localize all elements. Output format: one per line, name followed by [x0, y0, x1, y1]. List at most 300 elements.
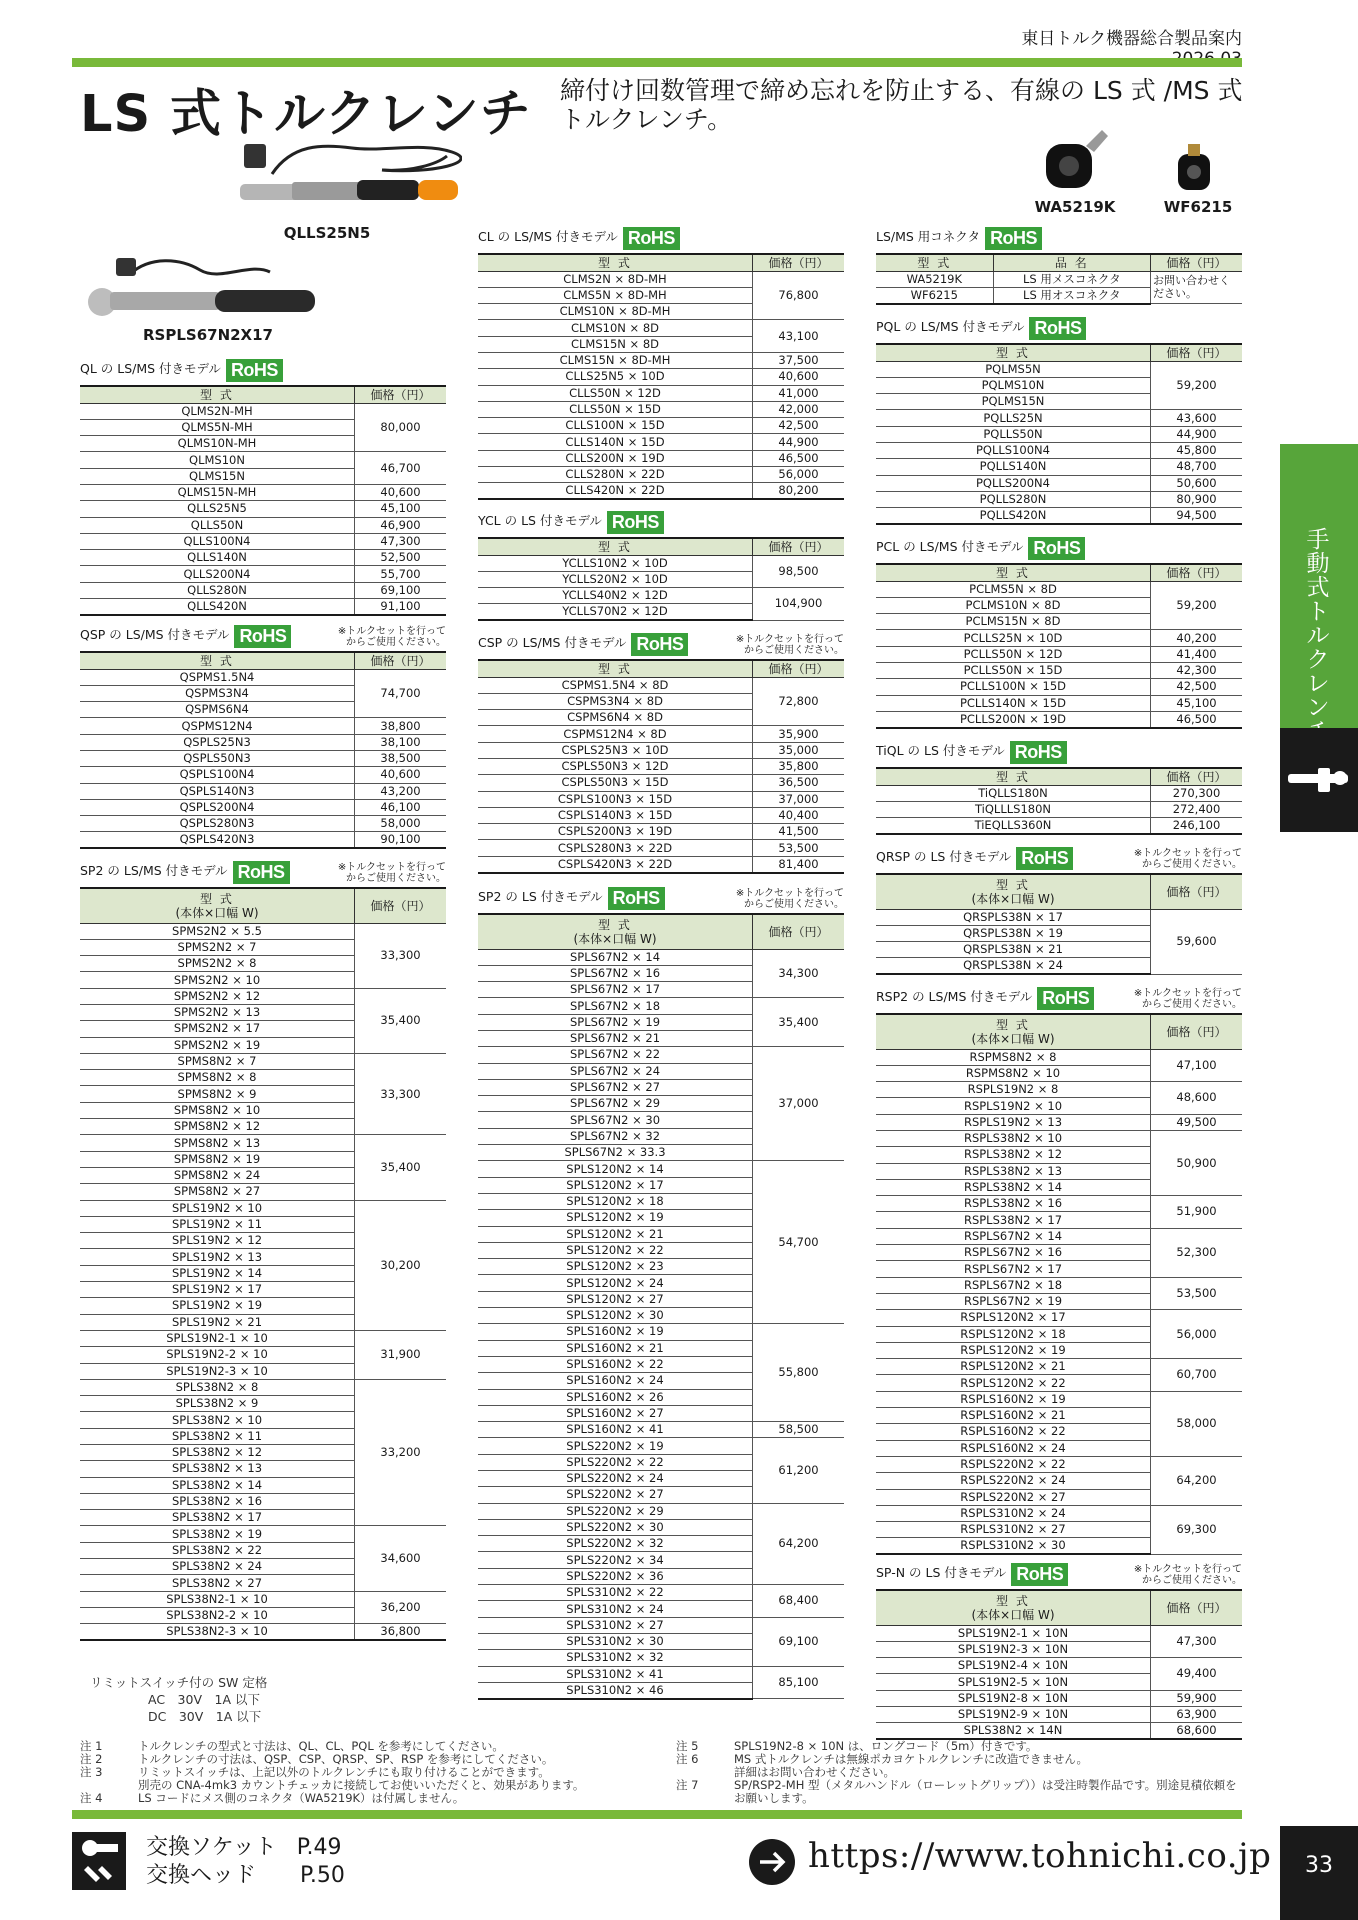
table-row — [478, 588, 844, 604]
model-cell: PQLLS100N4 — [876, 442, 1151, 458]
model-cell: TiQLLS180N — [876, 785, 1151, 801]
ql-section — [80, 356, 446, 616]
price-cell: 37,500 — [753, 352, 845, 368]
model-cell: SPLS310N2 × 22 — [478, 1585, 753, 1601]
model-cell: SPLS160N2 × 27 — [478, 1405, 753, 1421]
model-cell: RSPLS67N2 × 17 — [876, 1261, 1151, 1277]
model-header-text: 型 式 — [200, 387, 234, 402]
price-cell: 44,900 — [1151, 426, 1243, 442]
model-header-sub: (本体×口幅 W) — [573, 931, 657, 946]
socket-link[interactable] — [146, 1834, 345, 1862]
model-cell: SPLS19N2 × 19 — [80, 1298, 355, 1314]
table-row — [80, 533, 446, 549]
price-cell: 46,700 — [355, 452, 447, 485]
table-row — [478, 1047, 844, 1063]
model-cell: SPLS67N2 × 24 — [478, 1063, 753, 1079]
model-cell: SPLS160N2 × 21 — [478, 1340, 753, 1356]
note-text: SPLS19N2-8 × 10N は、ロングコード（5m）付きです。 — [734, 1739, 1038, 1753]
table-header-row — [876, 565, 1242, 581]
price-cell: 94,500 — [1151, 508, 1243, 525]
price-cell: 46,900 — [355, 517, 447, 533]
model-cell: RSPLS120N2 × 17 — [876, 1310, 1151, 1326]
model-cell: CLLS140N × 15D — [478, 434, 753, 450]
table-row — [478, 726, 844, 742]
table-row — [80, 750, 446, 766]
price-cell: 42,300 — [1151, 662, 1243, 678]
side-tab-wrench-icon — [1280, 728, 1358, 832]
price-cell: 68,400 — [753, 1585, 845, 1618]
section-header — [876, 224, 1242, 255]
model-cell: SPLS120N2 × 23 — [478, 1259, 753, 1275]
tiql-section — [876, 738, 1242, 835]
table-row — [876, 630, 1242, 646]
model-cell: RSPMS8N2 × 8 — [876, 1049, 1151, 1065]
price-cell: 80,000 — [355, 403, 447, 452]
head-link[interactable] — [146, 1862, 345, 1890]
model-cell: SPMS8N2 × 13 — [80, 1135, 355, 1151]
model-cell: RSPLS160N2 × 19 — [876, 1391, 1151, 1407]
model-cell: SPLS160N2 × 22 — [478, 1356, 753, 1372]
table-row — [80, 767, 446, 783]
price-cell: 47,300 — [355, 533, 447, 549]
rohs-badge: RoHS — [234, 625, 291, 648]
model-cell: SPLS19N2 × 12 — [80, 1233, 355, 1249]
section-header — [478, 508, 844, 539]
model-cell: QSPMS3N4 — [80, 685, 355, 701]
price-cell: 56,000 — [753, 467, 845, 483]
model-cell: SPLS38N2 × 22 — [80, 1542, 355, 1558]
table-row — [876, 662, 1242, 678]
switch-rating-ac: AC 30V 1A 以下 — [148, 1692, 260, 1707]
note-number: 注 2 — [80, 1752, 103, 1766]
model-cell: CSPLS100N3 × 15D — [478, 791, 753, 807]
section-header — [80, 858, 446, 889]
price-cell: 69,100 — [355, 582, 447, 598]
model-cell: RSPLS67N2 × 18 — [876, 1277, 1151, 1293]
connector-section — [876, 224, 1242, 305]
model-cell: CLMS10N × 8D — [478, 320, 753, 336]
model-cell: RSPLS67N2 × 16 — [876, 1245, 1151, 1261]
model-header-text: 型 式 — [996, 1017, 1030, 1032]
model-cell: SPMS8N2 × 27 — [80, 1184, 355, 1200]
price-cell: 30,200 — [355, 1200, 447, 1330]
table-row — [876, 646, 1242, 662]
model-cell: SPMS8N2 × 9 — [80, 1086, 355, 1102]
model-cell: SPMS2N2 × 7 — [80, 939, 355, 955]
rohs-badge: RoHS — [623, 227, 680, 250]
model-cell: CSPLS25N3 × 10D — [478, 742, 753, 758]
table-row — [478, 1666, 844, 1682]
price-cell: 34,600 — [355, 1526, 447, 1591]
table-row — [876, 491, 1242, 507]
model-cell: PQLMS10N — [876, 377, 1151, 393]
torque-set-note: ※トルクセットを行って からご使用ください。 — [735, 888, 844, 910]
model-cell: SPMS8N2 × 7 — [80, 1053, 355, 1069]
table-header-row — [80, 387, 446, 403]
model-cell: CLMS15N × 8D-MH — [478, 352, 753, 368]
pql-section — [876, 314, 1242, 525]
price-header: 価格（円） — [1151, 345, 1243, 361]
model-cell: SPLS220N2 × 30 — [478, 1519, 753, 1535]
table-row — [80, 550, 446, 566]
model-cell: SPLS67N2 × 19 — [478, 1014, 753, 1030]
note-text: 詳細はお問い合わせください。 — [734, 1765, 895, 1779]
table-row — [478, 758, 844, 774]
model-cell: QLMS10N — [80, 452, 355, 468]
price-cell: 59,600 — [1151, 909, 1243, 974]
model-cell: CSPLS140N3 × 15D — [478, 807, 753, 823]
model-cell: SPMS8N2 × 8 — [80, 1070, 355, 1086]
section-header — [876, 314, 1242, 345]
model-header — [876, 565, 1151, 581]
notes-right — [676, 1740, 1246, 1805]
table-row — [876, 1130, 1242, 1146]
model-cell: CLLS200N × 19D — [478, 450, 753, 466]
price-cell: 36,800 — [355, 1624, 447, 1641]
model-cell: SPLS220N2 × 22 — [478, 1454, 753, 1470]
sp2-ls-section — [478, 884, 844, 1700]
price-cell: 50,900 — [1151, 1130, 1243, 1195]
table-header-row — [876, 1591, 1242, 1625]
table-row — [876, 410, 1242, 426]
price-cell: 45,100 — [355, 501, 447, 517]
table-header-row — [876, 255, 1242, 271]
model-header-text: 型 式 — [598, 255, 632, 270]
price-cell: 41,400 — [1151, 646, 1243, 662]
model-cell: PCLMS15N × 8D — [876, 614, 1151, 630]
price-cell: 55,800 — [753, 1324, 845, 1422]
model-cell: SPLS67N2 × 16 — [478, 965, 753, 981]
model-header-text: 型 式 — [598, 917, 632, 932]
name-cell: LS 用メスコネクタ — [993, 271, 1150, 287]
model-cell: CLLS280N × 22D — [478, 467, 753, 483]
table-row — [478, 1617, 844, 1633]
section-header — [876, 534, 1242, 565]
model-cell: SPLS38N2 × 16 — [80, 1493, 355, 1509]
model-cell: QSPLS140N3 — [80, 783, 355, 799]
model-cell: SPLS38N2 × 11 — [80, 1428, 355, 1444]
wa5219k-caption: WA5219K — [1034, 198, 1116, 216]
price-cell: 52,300 — [1151, 1228, 1243, 1277]
model-cell: QLLS100N4 — [80, 533, 355, 549]
table-row — [876, 1114, 1242, 1130]
model-cell: YCLLS40N2 × 12D — [478, 588, 753, 604]
table-row — [876, 1625, 1242, 1641]
table-row — [876, 1391, 1242, 1407]
note-number: 注 1 — [80, 1739, 103, 1753]
arrow-right-icon — [748, 1838, 796, 1886]
section-title — [876, 847, 1073, 870]
price-cell: 47,100 — [1151, 1049, 1243, 1082]
price-cell: 31,900 — [355, 1330, 447, 1379]
model-header — [876, 875, 1151, 909]
model-cell: SPLS19N2-1 × 10N — [876, 1625, 1151, 1641]
model-cell: QRSPLS38N × 21 — [876, 942, 1151, 958]
price-header: 価格（円） — [753, 661, 845, 677]
sp2-lsms-section — [80, 858, 446, 1641]
price-table — [876, 875, 1242, 975]
table-row — [80, 1379, 446, 1395]
section-title-text: QL の LS/MS 付きモデル — [80, 361, 221, 376]
model-cell: SPLS19N2 × 17 — [80, 1282, 355, 1298]
price-cell: 51,900 — [1151, 1196, 1243, 1229]
model-cell: SPLS38N2-2 × 10 — [80, 1607, 355, 1623]
table-row — [80, 517, 446, 533]
table-row — [478, 352, 844, 368]
price-table — [876, 345, 1242, 525]
model-cell: QLLS200N4 — [80, 566, 355, 582]
model-header-text: 型 式 — [996, 1593, 1030, 1608]
table-row — [80, 452, 446, 468]
price-table — [80, 387, 446, 616]
model-cell: SPLS120N2 × 30 — [478, 1308, 753, 1324]
price-cell: 40,600 — [355, 767, 447, 783]
rohs-badge: RoHS — [607, 511, 664, 534]
rohs-badge: RoHS — [985, 227, 1042, 250]
table-row — [478, 856, 844, 873]
model-cell: QLLS140N — [80, 550, 355, 566]
price-table — [80, 889, 446, 1641]
section-header — [876, 984, 1242, 1015]
table-header-row — [876, 345, 1242, 361]
model-cell: RSPLS310N2 × 30 — [876, 1538, 1151, 1555]
model-cell: CSPMS6N4 × 8D — [478, 710, 753, 726]
price-cell: 43,600 — [1151, 410, 1243, 426]
model-cell: QRSPLS38N × 19 — [876, 925, 1151, 941]
price-cell: 35,400 — [355, 988, 447, 1053]
model-header — [478, 915, 753, 949]
model-cell: PCLLS50N × 15D — [876, 662, 1151, 678]
model-cell: QSPLS280N3 — [80, 816, 355, 832]
model-cell: RSPLS120N2 × 21 — [876, 1359, 1151, 1375]
price-cell: 98,500 — [753, 555, 845, 588]
price-cell: 40,600 — [753, 369, 845, 385]
model-cell: QLMS15N — [80, 468, 355, 484]
model-cell: PQLLS50N — [876, 426, 1151, 442]
table-row — [876, 1456, 1242, 1472]
table-row — [478, 1161, 844, 1177]
torque-set-note: ※トルクセットを行って からご使用ください。 — [337, 626, 446, 648]
price-cell: 74,700 — [355, 669, 447, 718]
price-cell: 58,000 — [1151, 1391, 1243, 1456]
rsp2-section — [876, 984, 1242, 1555]
price-cell: 68,600 — [1151, 1723, 1243, 1740]
price-cell: 43,100 — [753, 320, 845, 353]
model-header-text: 型 式 — [200, 891, 234, 906]
price-cell: 53,500 — [1151, 1277, 1243, 1310]
model-cell: CSPLS420N3 × 22D — [478, 856, 753, 873]
note-text: リミットスイッチは、上記以外のトルクレンチにも取り付けることができます。 — [138, 1765, 550, 1779]
model-cell: PQLLS25N — [876, 410, 1151, 426]
price-header: 価格（円） — [753, 915, 845, 949]
table-row — [80, 1053, 446, 1069]
price-cell: 40,400 — [753, 807, 845, 823]
price-cell: 33,300 — [355, 1053, 447, 1134]
model-cell: SPLS120N2 × 24 — [478, 1275, 753, 1291]
section-title-text: SP2 の LS/MS 付きモデル — [80, 863, 228, 878]
table-row — [80, 923, 446, 939]
price-cell: 36,200 — [355, 1591, 447, 1624]
model-cell: SPLS19N2-3 × 10N — [876, 1641, 1151, 1657]
model-cell: PCLLS100N × 15D — [876, 679, 1151, 695]
rohs-badge: RoHS — [1037, 987, 1094, 1010]
table-row — [478, 418, 844, 434]
model-header — [478, 539, 753, 555]
table-header-row — [80, 653, 446, 669]
table-row — [478, 320, 844, 336]
bottom-links — [146, 1834, 345, 1890]
price-cell: 46,500 — [1151, 711, 1243, 728]
table-header-row — [876, 769, 1242, 785]
model-cell: CSPMS1.5N4 × 8D — [478, 677, 753, 693]
bottom-rule — [72, 1810, 1242, 1819]
note-text: トルクレンチの型式と寸法は、QL、CL、PQL を参考にしてください。 — [138, 1739, 504, 1753]
model-cell: SPLS38N2-1 × 10 — [80, 1591, 355, 1607]
price-header: 価格（円） — [1151, 1591, 1243, 1625]
section-header — [80, 356, 446, 387]
connector-table — [876, 255, 1242, 305]
model-cell: CLLS25N5 × 10D — [478, 369, 753, 385]
table-row — [478, 1585, 844, 1601]
model-cell: SPLS19N2-3 × 10 — [80, 1363, 355, 1379]
socket-link-label: 交換ソケット — [146, 1835, 277, 1860]
model-cell: SPLS19N2 × 13 — [80, 1249, 355, 1265]
price-cell: 38,500 — [355, 750, 447, 766]
table-row — [478, 1324, 844, 1340]
model-cell: CSPMS3N4 × 8D — [478, 693, 753, 709]
price-header: 価格（円） — [1151, 769, 1243, 785]
website-link[interactable]: https://www.tohnichi.co.jp — [808, 1836, 1272, 1876]
model-cell: SPMS8N2 × 12 — [80, 1119, 355, 1135]
table-row — [876, 695, 1242, 711]
side-tab-label: 手動式トルクレン — [1306, 527, 1330, 721]
model-cell: QLMS2N-MH — [80, 403, 355, 419]
table-row — [478, 555, 844, 571]
section-title-text: SP-N の LS 付きモデル — [876, 1565, 1007, 1580]
table-row — [876, 361, 1242, 377]
model-cell: QSPMS6N4 — [80, 702, 355, 718]
section-title — [478, 633, 688, 656]
model-header — [876, 769, 1151, 785]
price-cell: 53,500 — [753, 840, 845, 856]
table-row — [478, 467, 844, 483]
price-cell: 45,100 — [1151, 695, 1243, 711]
model-cell: CSPLS50N3 × 12D — [478, 758, 753, 774]
table-row — [478, 483, 844, 500]
model-cell: RSPLS120N2 × 22 — [876, 1375, 1151, 1391]
price-cell: 91,100 — [355, 599, 447, 616]
table-row — [876, 442, 1242, 458]
qlls-wrench-photo — [232, 134, 462, 222]
table-row — [876, 1690, 1242, 1706]
section-title — [478, 511, 664, 534]
section-header — [876, 844, 1242, 875]
model-cell: SPLS67N2 × 22 — [478, 1047, 753, 1063]
price-cell: 42,500 — [1151, 679, 1243, 695]
price-header: 価格（円） — [355, 889, 447, 923]
model-header — [80, 653, 355, 669]
table-row — [478, 949, 844, 965]
price-cell: 270,300 — [1151, 785, 1243, 801]
price-cell: 35,400 — [355, 1135, 447, 1200]
table-row — [80, 783, 446, 799]
model-header — [876, 1015, 1151, 1049]
model-cell: QSPMS12N4 — [80, 718, 355, 734]
table-row — [80, 816, 446, 832]
table-row — [80, 566, 446, 582]
model-cell: SPLS310N2 × 41 — [478, 1666, 753, 1682]
note-number: 注 6 — [676, 1752, 699, 1766]
head-link-label: 交換ヘッド — [146, 1863, 257, 1888]
price-cell: 41,500 — [753, 824, 845, 840]
model-cell: RSPLS67N2 × 14 — [876, 1228, 1151, 1244]
model-cell: SPLS67N2 × 18 — [478, 998, 753, 1014]
qsp-section — [80, 622, 446, 849]
table-row — [80, 599, 446, 616]
model-cell: RSPLS19N2 × 8 — [876, 1082, 1151, 1098]
model-cell: RSPLS19N2 × 10 — [876, 1098, 1151, 1114]
name-header: 品 名 — [993, 255, 1150, 271]
model-cell: QRSPLS38N × 17 — [876, 909, 1151, 925]
model-cell: PCLLS25N × 10D — [876, 630, 1151, 646]
model-cell: SPLS310N2 × 30 — [478, 1633, 753, 1649]
price-cell: 63,900 — [1151, 1706, 1243, 1722]
section-title — [80, 861, 290, 884]
price-cell: 80,900 — [1151, 491, 1243, 507]
cl-section — [478, 224, 844, 500]
model-cell: SPLS38N2 × 14N — [876, 1723, 1151, 1740]
top-rule — [72, 58, 1242, 67]
section-title — [478, 887, 665, 910]
model-cell: SPLS67N2 × 32 — [478, 1128, 753, 1144]
table-row — [80, 1591, 446, 1607]
table-row — [80, 669, 446, 685]
section-title — [80, 625, 291, 648]
table-row — [876, 909, 1242, 925]
section-header — [80, 622, 446, 653]
table-row — [478, 742, 844, 758]
model-cell: SPLS120N2 × 17 — [478, 1177, 753, 1193]
model-header — [80, 387, 355, 403]
table-row — [876, 426, 1242, 442]
price-table — [876, 769, 1242, 835]
price-table — [876, 1015, 1242, 1555]
model-cell: SPLS120N2 × 18 — [478, 1193, 753, 1209]
table-row — [876, 581, 1242, 597]
table-row — [876, 1049, 1242, 1065]
price-cell: 35,800 — [753, 758, 845, 774]
price-cell: 55,700 — [355, 566, 447, 582]
model-header-sub: (本体×口幅 W) — [971, 891, 1055, 906]
model-cell: SPLS160N2 × 24 — [478, 1373, 753, 1389]
note-number: 注 5 — [676, 1739, 699, 1753]
section-header — [478, 884, 844, 915]
socket-head-icon — [72, 1832, 126, 1890]
table-row — [80, 734, 446, 750]
model-cell: SPLS19N2-4 × 10N — [876, 1658, 1151, 1674]
table-row — [80, 484, 446, 500]
price-cell: 90,100 — [355, 832, 447, 849]
table-header-row — [876, 875, 1242, 909]
model-cell: YCLLS10N2 × 10D — [478, 555, 753, 571]
model-cell: SPLS220N2 × 29 — [478, 1503, 753, 1519]
model-cell: QSPLS420N3 — [80, 832, 355, 849]
price-cell: 272,400 — [1151, 801, 1243, 817]
model-cell: SPLS38N2 × 8 — [80, 1379, 355, 1395]
model-cell: SPLS38N2 × 9 — [80, 1396, 355, 1412]
model-header — [876, 1591, 1151, 1625]
table-row — [80, 403, 446, 419]
